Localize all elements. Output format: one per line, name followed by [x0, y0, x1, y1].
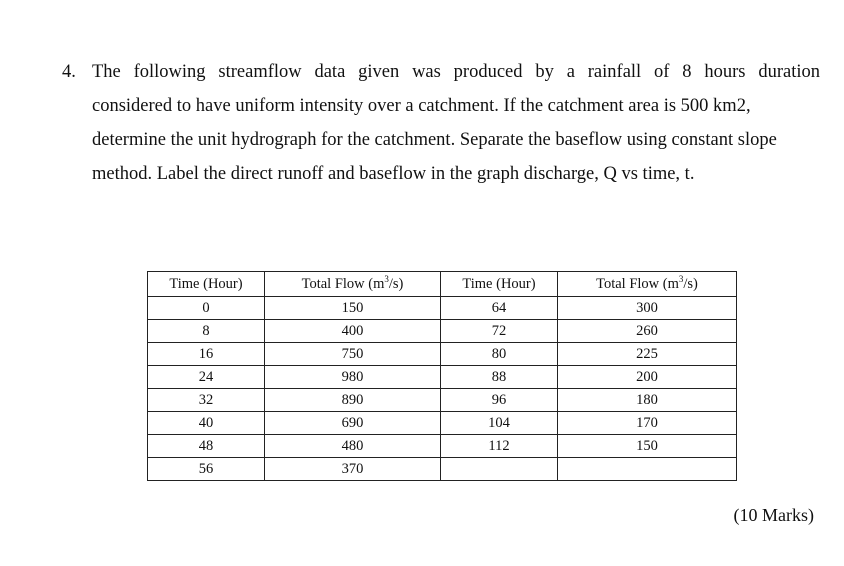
table-cell: 690: [265, 412, 441, 435]
table-cell: 72: [441, 320, 558, 343]
header-flow-2: Total Flow $(m^3/s)$: [558, 272, 737, 297]
table-cell: 80: [441, 343, 558, 366]
table-cell: 225: [558, 343, 737, 366]
table-cell: [441, 458, 558, 481]
table-cell: 890: [265, 389, 441, 412]
table-cell: 980: [265, 366, 441, 389]
table-cell: 96: [441, 389, 558, 412]
table-cell: 400: [265, 320, 441, 343]
table-cell: 8: [148, 320, 265, 343]
table-cell: 150: [558, 435, 737, 458]
question-text: [62, 55, 820, 191]
table-cell: 180: [558, 389, 737, 412]
table-cell: 64: [441, 297, 558, 320]
table-row: [148, 435, 737, 458]
table-cell: 88: [441, 366, 558, 389]
table-cell: 170: [558, 412, 737, 435]
header-flow-1: Total Flow $(m^3/s)$: [265, 272, 441, 297]
header-time-1: Time (Hour): [148, 272, 265, 297]
table-row: [148, 320, 737, 343]
table-cell: 300: [558, 297, 737, 320]
streamflow-table: [147, 271, 737, 481]
table-cell: 48: [148, 435, 265, 458]
table-cell: 16: [148, 343, 265, 366]
question-line-1-text: The following streamflow data given was produced by a rainfall of 8 hours duration: [92, 62, 820, 82]
marks-label: (10 Marks): [733, 505, 814, 525]
table-cell: 40: [148, 412, 265, 435]
table-row: [148, 458, 737, 481]
table-cell: 56: [148, 458, 265, 481]
table-row: [148, 412, 737, 435]
table-cell: 0: [148, 297, 265, 320]
question-line-3: determine the unit hydrograph for the catchment. Separate the baseflow using constant slope: [92, 130, 777, 150]
question-line-2: considered to have uniform intensity over a catchment. If the catchment area is 500 km2,: [92, 96, 751, 116]
table-cell: 150: [265, 297, 441, 320]
table-cell: 370: [265, 458, 441, 481]
table-cell: 200: [558, 366, 737, 389]
table-cell: [558, 458, 737, 481]
table-cell: 104: [441, 412, 558, 435]
question-line-1: [62, 55, 820, 89]
table-row: [148, 343, 737, 366]
table-cell: 750: [265, 343, 441, 366]
table-cell: 480: [265, 435, 441, 458]
question-line-4: method. Label the direct runoff and baseflow in the graph discharge, Q vs time, t.: [92, 164, 695, 184]
table-row: [148, 366, 737, 389]
table-row: [148, 297, 737, 320]
header-time-2: Time (Hour): [441, 272, 558, 297]
table-cell: 112: [441, 435, 558, 458]
table-cell: 260: [558, 320, 737, 343]
table-header-row: [148, 272, 737, 297]
table-cell: 24: [148, 366, 265, 389]
question-number: 4.: [62, 62, 76, 82]
table-cell: 32: [148, 389, 265, 412]
table-row: [148, 389, 737, 412]
